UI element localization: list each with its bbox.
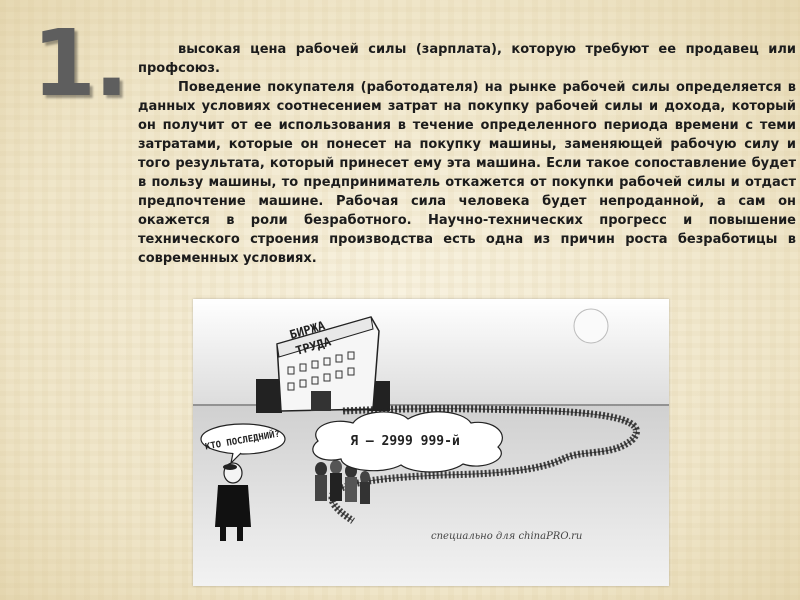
labor-exchange-building xyxy=(277,317,379,411)
cartoon-illustration xyxy=(193,299,669,586)
bubble-middle-text: Я – 2999 999-й xyxy=(350,434,460,449)
dark-building xyxy=(256,379,282,413)
paragraph-1: высокая цена рабочей силы (зарплата), которую требуют ее продавец или профсоюз. xyxy=(138,42,796,76)
building-sign-line1: БИРЖА xyxy=(287,318,327,342)
sun-icon xyxy=(574,309,608,343)
paragraph-2: Поведение покупателя (работодателя) на рынке рабочей силы определяется в данных условиях соотнесением затрат на покупку рабочей силы и дохода, который он получит от ее использования в течение определенного периода времени с теми затратами, которые он понесет на покупку машины, заменяющей рабочую силу и того результата, который принесет ему эта машина. Если такое сопоставление будет в пользу машины, то предприниматель откажется от покупки рабочей силы и отдаст предпочтение машине. Рабочая сила человека будет непроданной, а сам он окажется в роли безработного. Научно-технических прогресс и повышение технического строения производства есть одна из причин роста безработицы в современных условиях. xyxy=(138,80,796,266)
cartoon-caption: специально для chinaPRO.ru xyxy=(431,531,583,542)
body-text xyxy=(138,40,796,268)
slide-number: 1. xyxy=(32,10,127,117)
building-sign-line2: ТРУДА xyxy=(293,334,333,358)
bubble-left-text: КТО ПОСЛЕДНИЙ? xyxy=(204,429,281,453)
cartoon-drawing xyxy=(193,299,669,586)
